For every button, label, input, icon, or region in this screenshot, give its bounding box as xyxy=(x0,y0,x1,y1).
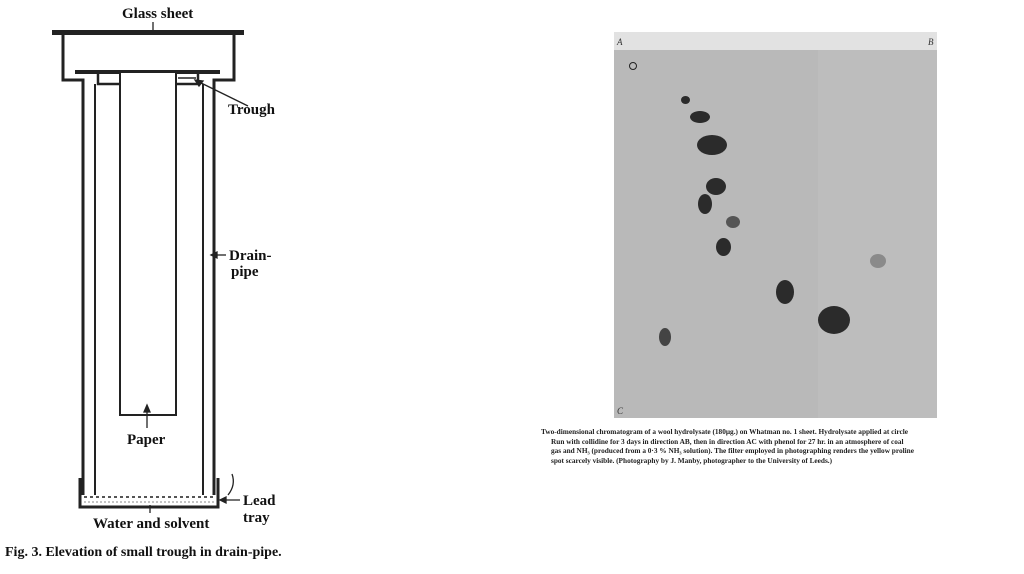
amino-acid-spot xyxy=(716,238,731,256)
amino-acid-spot xyxy=(690,111,710,123)
chromatogram-photo xyxy=(614,32,937,418)
caption-line: Run with collidine for 3 days in direction AB, then in direction AC with phenol for 27 hr. in an atmosphere of coal xyxy=(551,436,904,446)
amino-acid-spot xyxy=(818,306,850,334)
caption-line: spot scarcely visible. (Photography by J. Manby, photographer to the University of Leeds.) xyxy=(551,455,833,465)
amino-acid-spot xyxy=(870,254,886,268)
label-glass-sheet: Glass sheet xyxy=(122,6,194,22)
corner-label-c: C xyxy=(617,406,624,416)
figure-caption: Fig. 3. Elevation of small trough in drain-pipe. xyxy=(5,545,282,560)
origin-circle xyxy=(629,62,637,70)
amino-acid-spot xyxy=(706,178,726,195)
corner-label-b: B xyxy=(928,37,934,47)
label-trough: Trough xyxy=(228,102,275,118)
label-pipe: pipe xyxy=(231,264,259,280)
amino-acid-spot xyxy=(681,96,690,104)
lead-tray xyxy=(80,478,218,507)
label-tray: tray xyxy=(243,510,270,526)
glass-sheet xyxy=(52,30,244,35)
photo-top-band xyxy=(614,32,937,50)
chromatogram-caption xyxy=(541,427,1011,465)
caption-line: Two-dimensional chromatogram of a wool hydrolysate (180µg.) on Whatman no. 1 sheet. Hydrolysate applied at circle xyxy=(541,427,909,436)
caption-line: gas and NH₃ (produced from a 0·3 % NH₃ solution). The filter employed in photographing renders the yellow proline xyxy=(551,446,914,456)
label-drain: Drain- xyxy=(229,248,272,264)
amino-acid-spot xyxy=(697,135,727,155)
amino-acid-spot xyxy=(698,194,712,214)
photo-light-strip xyxy=(818,50,937,418)
amino-acid-spot xyxy=(726,216,740,228)
label-lead: Lead xyxy=(243,493,276,509)
paper-strip xyxy=(120,72,176,415)
label-water-solvent: Water and solvent xyxy=(93,516,210,532)
corner-label-a: A xyxy=(617,37,623,47)
amino-acid-spot xyxy=(776,280,794,304)
amino-acid-spot xyxy=(659,328,671,346)
label-paper: Paper xyxy=(127,432,166,448)
